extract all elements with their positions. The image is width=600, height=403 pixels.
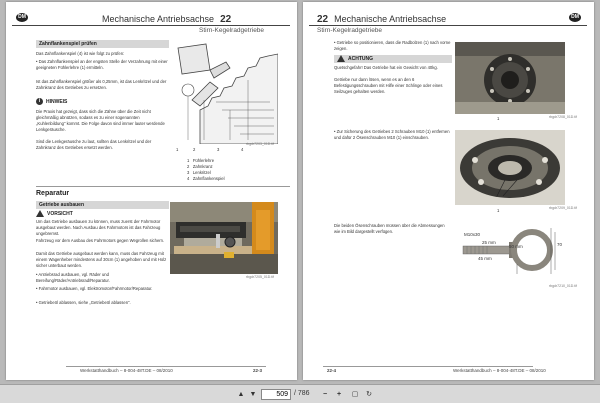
zoom-out-icon[interactable]: − [322,391,328,398]
figure-label: 1 [497,208,500,213]
right-page [303,2,594,380]
hint-text: Die Praxis hat gezeigt, dass sich die Zähne über die Zeit nicht gleichmäßig abnützen, sodass es zu einer sogenannten „Kuhlenbildung" kommt. Die Folge davon sind immer lauter werdende Lenkgeräusche. [36,109,165,132]
shaft-length-dimension: 45 mm [478,256,492,261]
caution-text: Um das Getriebe ausbauen zu können, muss zuerst der Fahrmotor ausgebaut werden. Nach Ausbau des Fahrmotors ist das Fahrzeug ungebremst. [36,219,161,236]
hint-text: Sind die Lenkgeräusche zu laut, sollten das Lenkritzel und der Zahnkranz des Getriebes ersetzt werden. [36,139,152,150]
warning-text: Getriebe nur dann lösen, wenn es an den 6 Befestigungsschrauben mit Hilfe einer Schlinge oder eines Seilzuges gehalten werden. [334,77,443,94]
body-text: Damit das Getriebe ausgebaut werden kann, muss das Fahrzeug mit einem Wagenheber mindestens auf 30cm (1) angehoben und mit Holz sicher unterbaut werden. [36,251,167,268]
page-total: / 786 [294,390,310,397]
section-heading: Zahnflankenspiel prüfen [36,40,169,48]
left-page [6,2,297,380]
caution-label: VORSICHT [36,210,73,217]
mounting-photo [455,130,565,205]
legend-item: 1 Fühlerlehre [187,158,215,163]
footer-rule [66,366,266,367]
brand-logo: DM [569,13,581,22]
footer-page-number: 22-4 [327,368,337,373]
footer-rule [323,366,533,367]
page-up-icon[interactable]: ▲ [237,391,245,398]
info-icon: i [36,98,43,105]
figure-label: 1 [176,147,179,152]
warning-icon [36,210,44,217]
section-heading: Getriebe ausbauen [36,201,169,209]
figure-label: 2 [193,147,196,152]
page-subtitle: Stirn-Kegelradgetriebe [199,27,265,34]
figure-label: 3 [217,147,220,152]
body-text: Das Zahnflankenspiel (4) ist wie folgt zu prüfen: [36,51,125,56]
page-subtitle: Stirn-Kegelradgetriebe [317,27,383,34]
figure-label: 4 [241,147,244,152]
footer-page-number: 22-3 [253,368,263,373]
warning-heading: ACHTUNG [334,55,452,63]
caution-text: Fahrzeug vor dem Ausbau des Fahrmotors gegen Wegrollen sichern. [36,238,165,243]
inner-diameter-dimension: 25 mm [482,240,496,245]
section-title: Reparatur [36,190,70,197]
vehicle-photo-drawing [170,202,278,274]
bullet-text: • Getriebe so positionieren, dass die Radbolzen (1) nach vorne zeigen. [334,40,451,51]
figure-caption: rbgdr7208_01D.tif [549,115,578,119]
bullet-text: • Das Zahnflankenspiel an der engsten Stelle der Verzahnung mit einer geeigneten Fühlerlehre (1) ermitteln. [36,59,168,70]
body-text: Ist das Zahnflankenspiel größer als 0,25mm, ist das Lenkritzel und der Zahnkranz des Getriebes zu ersetzen. [36,79,167,90]
figure-caption: rbgdr7205_01D.tif [246,275,275,279]
vehicle-photo [170,202,278,274]
figure-label: 1 [497,116,500,121]
gearbox-photo [455,42,565,114]
legend-item: 4 Zahnflankenspiel [187,176,225,181]
eye-height-dimension: 50 mm [509,244,523,249]
mounting-photo-drawing [455,130,565,205]
figure-caption: rbgdr7203_01D.tif [246,142,275,146]
rotate-icon[interactable]: ↻ [366,391,372,398]
bullet-text: • Getriebeöl ablassen, siehe „Getriebeöl ablassen". [36,300,131,305]
figure-caption: rbgdr7209_01D.tif [549,206,578,210]
gear-figure [170,40,278,144]
bullet-text: • Antriebsrad ausbauen, vgl. Räder und Bereifung/Räder/Antriebsrad/Reparatur. [36,272,110,283]
page-title: Mechanische Antriebsachse 22 [102,14,232,25]
body-text: Die beiden Ösenschrauben müssen über die Abmessungen wie im Bild dargestellt verfügen. [334,223,445,234]
viewer-toolbar [0,384,600,403]
header-rule [12,25,290,26]
legend-item: 2 Zahnkranz [187,164,213,169]
footer-text: Werkstatthandbuch – 8-004-48T.DE – 08/2010 [453,368,546,373]
section-rule [36,186,290,187]
page-number-input[interactable] [261,389,291,400]
brand-logo: DM [16,13,28,22]
footer-text: Werkstatthandbuch – 8-004-48T.DE – 08/2010 [80,368,173,373]
legend-item: 3 Lenkritzel [187,170,211,175]
header-rule [309,25,587,26]
hint-label: i HINWEIS [36,98,67,105]
fit-page-icon[interactable]: ▢ [351,391,359,398]
zoom-in-icon[interactable]: + [336,391,342,398]
bullet-text: • Fahrmotor ausbauen, vgl. Elektromotor/Fahrmotor/Reparatur. [36,286,153,291]
warning-icon [337,55,345,62]
gear-drawing [170,40,278,144]
page-down-icon[interactable]: ▼ [249,391,257,398]
gearbox-photo-drawing [455,42,565,114]
thread-dimension: M10x30 [464,232,481,237]
figure-caption: rbgdr7210_01D.tif [549,284,578,288]
page-title: 22 Mechanische Antriebsachse [317,14,447,25]
warning-text: Quetschgefahr! Das Getriebe hat ein Gewicht von 40kg. [334,65,438,70]
bullet-text: • Zur Sicherung des Getriebes 2 Schrauben M10 (1) entfernen und dafür 2 Ösenschrauben M10 (1) einschrauben. [334,129,450,140]
total-height-dimension: 70 [557,242,563,247]
